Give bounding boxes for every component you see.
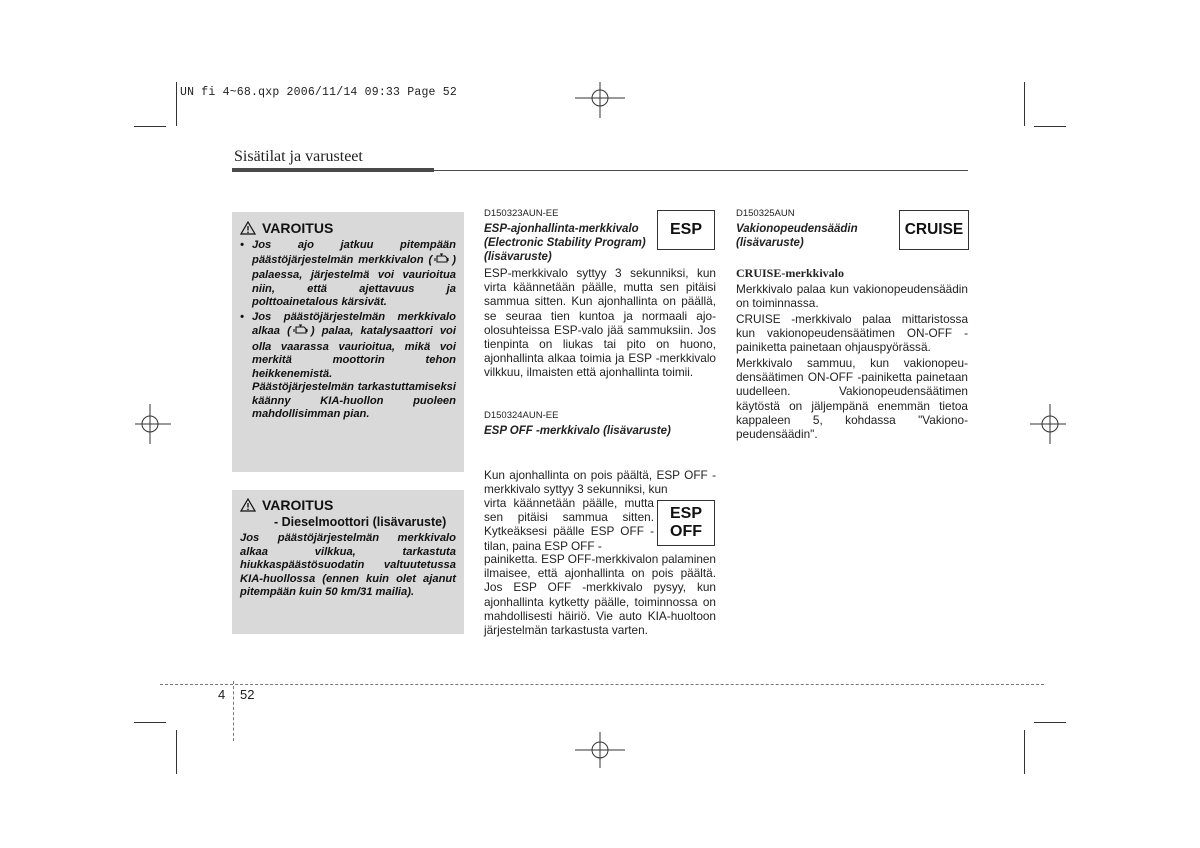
- registration-mark-bottom: [575, 732, 625, 768]
- esp-off-description-top: Kun ajonhallinta on pois päältä, ESP OFF -merkkivalo syttyy 3 sekunniksi, kun: [484, 468, 716, 497]
- crop-mark: [176, 730, 177, 774]
- warning-triangle-icon: [240, 498, 256, 512]
- cruise-indicator-icon: CRUISE: [899, 210, 969, 250]
- cruise-paragraph-2: CRUISE -merkkivalo palaa mittaristossa kun vakionopeudensäätimen ON-OFF -painiketta painetaan ohjauspyörässä.: [736, 312, 968, 355]
- cruise-paragraph-3: Merkkivalo sammuu, kun vakionopeudensäätimen ON-OFF -painiketta painetaan uudelleen. Vakionopeudensäätimen käytöstä on jäljempänä enemmän tietoa kappaleen 5, kohdassa "Vakionopeudensäädin".: [736, 356, 968, 442]
- cruise-paragraph-1: Merkkivalo palaa kun vakionopeudensäädin on toiminnassa.: [736, 282, 968, 311]
- registration-mark-right: [1030, 404, 1066, 444]
- title-rule-thin: [434, 170, 968, 171]
- esp-off-description-narrow: virta käännetään päälle, mutta sen pitäisi sammua sitten. Kytkeäksesi päälle ESP OFF -tilan, paina ESP OFF -: [484, 496, 654, 553]
- cruise-subheading: CRUISE-merkkivalo: [736, 266, 845, 280]
- esp-off-indicator-icon: ESP OFF: [657, 500, 715, 546]
- warning-heading-text: VAROITUS: [262, 497, 334, 513]
- warning-bullet: • Jos päästöjärjestelmän merkkivalo alkaa ( ) palaa, katalysaattori voi olla vaarassa vaurioitua, mikä voi merkitä moottorin tehon heikkenemistä.: [240, 310, 456, 380]
- warning-subheading: - Dieselmoottori (lisävaruste): [274, 515, 447, 529]
- crop-mark: [134, 722, 166, 723]
- warning-triangle-icon: [240, 221, 256, 235]
- warning-box-emissions: [232, 212, 464, 472]
- warning-paragraph: Jos päästöjärjestelmän merkkivalo alkaa vilkkua, tarkastuta hiukkaspäästösuodatin valtuutetussa KIA-huollossa (ennen kuin olet ajanut pitempään kuin 50 km/31 mailia).: [240, 532, 456, 598]
- esp-indicator-icon: ESP: [657, 210, 715, 250]
- registration-mark-left: [135, 404, 171, 444]
- esp-heading: ESP-ajonhallinta-merkkivalo (Electronic Stability Program) (lisävaruste): [484, 223, 646, 263]
- warning-heading: [240, 220, 456, 236]
- crop-mark: [1034, 722, 1066, 723]
- engine-check-icon: [434, 253, 450, 270]
- warning-heading-text: VAROITUS: [262, 220, 334, 236]
- warning-box-diesel: [232, 490, 464, 634]
- esp-off-description-bottom: painiketta. ESP OFF-merkkivalon palaminen ilmaisee, että ajonhallinta on pois päältä. Jos ESP OFF -merkkivalo pysyy, kun ajonhallinta kytketty päälle, toiminnossa on mahdollisesti häiriö. Vie auto KIA-huoltoon järjestelmän tarkastusta varten.: [484, 552, 716, 638]
- crop-mark: [1024, 730, 1025, 774]
- crop-mark: [134, 126, 166, 127]
- section-code: D150323AUN-EE: [484, 208, 559, 219]
- warning-paragraph: Päästöjärjestelmän tarkastuttamiseksi käänny KIA-huollon puoleen mahdollisimman pian.: [252, 381, 456, 420]
- footer-divider: [233, 681, 234, 741]
- chapter-number: 4: [218, 687, 226, 702]
- section-code: D150325AUN: [736, 208, 795, 219]
- registration-mark-top: [575, 82, 625, 118]
- title-rule-thick: [232, 168, 434, 172]
- esp-off-heading: ESP OFF -merkkivalo (lisävaruste): [484, 425, 671, 437]
- section-title: Sisätilat ja varusteet: [234, 148, 363, 165]
- page-number: 52: [240, 687, 255, 702]
- section-code: D150324AUN-EE: [484, 410, 559, 421]
- engine-check-icon: [293, 324, 309, 341]
- footer-rule: [160, 684, 1044, 685]
- cruise-heading: Vakionopeudensäädin (lisävaruste): [736, 223, 858, 249]
- print-slug: UN fi 4~68.qxp 2006/11/14 09:33 Page 52: [180, 86, 457, 99]
- crop-mark: [1024, 82, 1025, 126]
- crop-mark: [176, 82, 177, 126]
- warning-bullet: • Jos ajo jatkuu pitempään päästöjärjestelmän merkkivalon ( ) palaessa, järjestelmä voi vaurioitua niin, että ajettavuus ja polttoainetalous kärsivät.: [240, 239, 456, 308]
- esp-description: ESP-merkkivalo syttyy 3 sekunniksi, kun virta käännetään päälle, mutta sen pitäisi sammua sitten. Kun ajonhallinta on päällä, se seuraa tien kuntoa ja normaali ajoolosuhteissa ESP-valo jää sammuksiin. Jos tienpinta on liukas tai pito on huono, ajonhallinta alkaa toimia ja ESP -merkkivalo vilkkuu, ilmaisten että ajonhallinta toimii.: [484, 266, 716, 380]
- warning-heading: [240, 497, 456, 513]
- crop-mark: [1034, 126, 1066, 127]
